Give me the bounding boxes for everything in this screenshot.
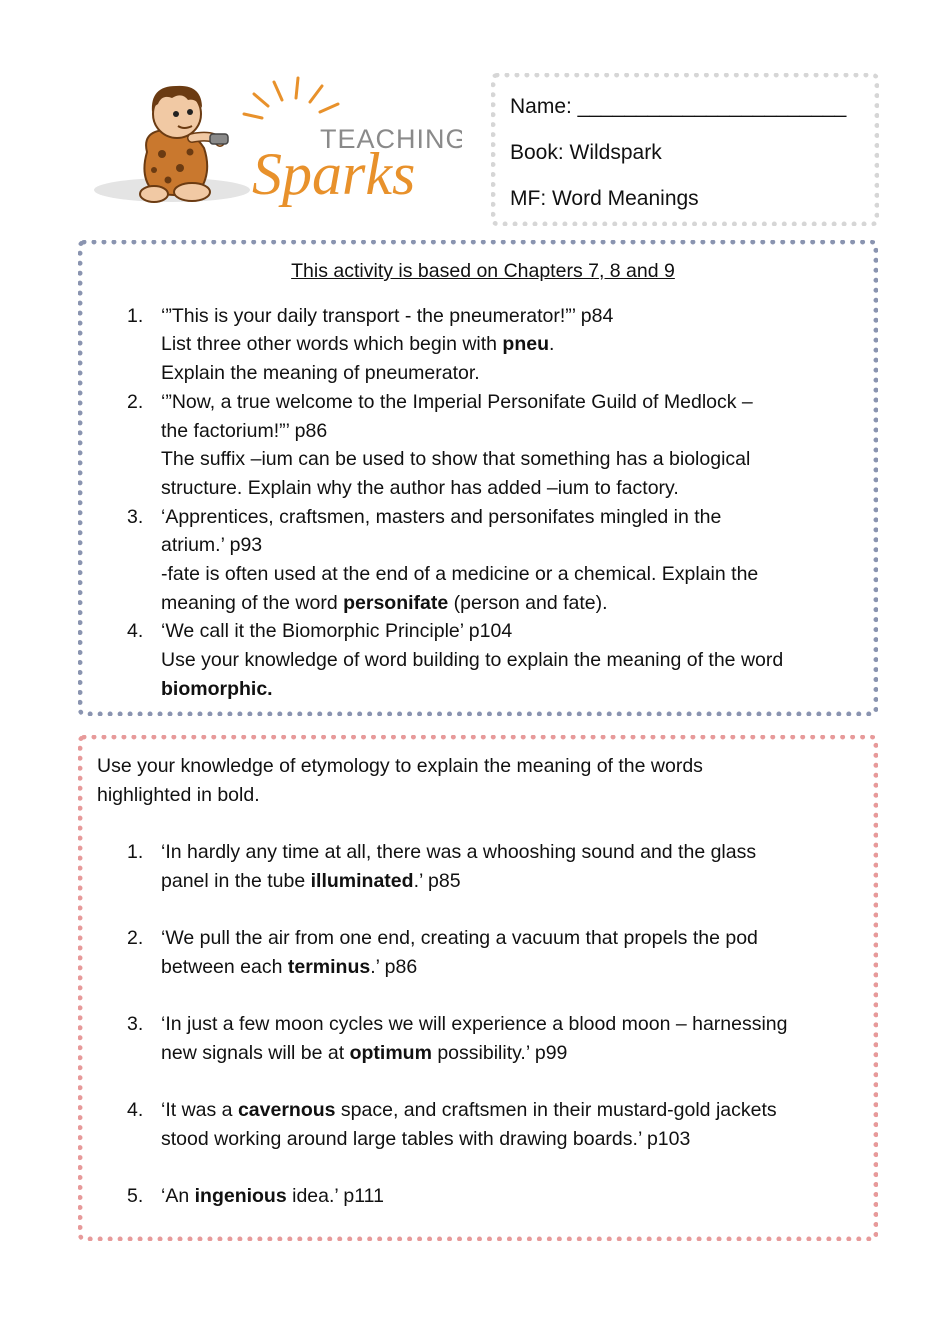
activity-list [109,302,857,704]
item-line: structure. Explain why the author has added –ium to factory. [161,476,679,499]
etymology-item-4 [97,1096,857,1153]
activity-item-4 [109,617,857,703]
item-text: space, and craftsmen in their mustard-gold jackets [335,1099,777,1122]
item-line [161,1096,857,1125]
caveman-mascot-icon [92,72,462,222]
item-number: 3. [127,505,144,528]
item-number: 4. [127,620,144,643]
item-line: the factorium!”’ p86 [161,419,328,442]
logo-teaching-text: TEACHING [320,124,462,154]
bold-word: biomorphic. [161,677,273,700]
item-text: idea.’ p111 [286,1185,384,1208]
item-number: 1. [127,304,144,327]
item-line: ‘We call it the Biomorphic Principle’ p104 [161,620,513,643]
item-text: List three other words which begin with [161,333,503,356]
activity-item-3 [109,503,857,618]
item-line: ‘In just a few moon cycles we will experience a blood moon – harnessing [161,1013,788,1036]
item-line: -fate is often used at the end of a medicine or a chemical. Explain the [161,563,759,586]
item-number: 2. [127,390,144,413]
item-line [161,1039,857,1068]
logo-sparks-text: Sparks [252,141,416,207]
item-line: ‘”This is your daily transport - the pneumerator!”’ p84 [161,304,614,327]
item-number: 2. [127,927,144,950]
item-number: 4. [127,1099,144,1122]
bold-word: cavernous [237,1099,336,1122]
item-line: ‘Apprentices, craftsmen, masters and personifates mingled in the [161,505,722,528]
etymology-item-3 [97,1010,857,1067]
teaching-sparks-logo [92,72,462,222]
book-label: Book: Wildspark [510,141,662,164]
item-line [161,330,857,359]
item-line [161,867,857,896]
item-line: ‘”Now, a true welcome to the Imperial Personifate Guild of Medlock – [161,390,753,413]
focus-label: MF: Word Meanings [510,187,699,210]
etymology-item-1 [97,838,857,895]
item-text: possibility.’ p99 [431,1041,568,1064]
bold-word: ingenious [194,1185,287,1208]
item-text: . [549,333,555,356]
item-text: panel in the tube [161,870,311,893]
bold-word: optimum [349,1041,432,1064]
activity-item-2 [109,388,857,503]
instruction-line: Use your knowledge of etymology to explain the meaning of the words [97,755,703,777]
bold-word: illuminated [310,870,414,893]
item-text: between each [161,956,288,979]
item-text: ‘An [161,1185,195,1208]
name-field-label[interactable]: Name: _______________________ [510,95,847,118]
item-text: (person and fate). [448,591,608,614]
instruction-line: highlighted in bold. [97,783,260,806]
item-line [161,953,857,982]
item-line: Explain the meaning of pneumerator. [161,362,480,385]
bold-word: pneu [502,333,550,356]
etymology-instructions [97,752,857,809]
item-line: The suffix –ium can be used to show that something has a biological [161,448,751,471]
bold-word: terminus [287,956,371,979]
item-line: stood working around large tables with drawing boards.’ p103 [161,1127,691,1150]
item-number: 3. [127,1013,144,1036]
activity-item-1 [109,302,857,388]
item-text: meaning of the word [161,591,344,614]
item-text: .’ p85 [413,870,461,893]
etymology-list [97,838,857,1210]
item-text: ‘It was a [161,1099,238,1122]
activity-box [78,240,878,716]
item-line [161,675,857,704]
item-number: 5. [127,1185,144,1208]
item-text: .’ p86 [370,956,418,979]
item-line: ‘We pull the air from one end, creating a vacuum that propels the pod [161,927,758,950]
item-number: 1. [127,841,144,864]
item-line: ‘In hardly any time at all, there was a whooshing sound and the glass [161,841,757,864]
etymology-item-2 [97,924,857,981]
item-line: Use your knowledge of word building to explain the meaning of the word [161,649,784,672]
activity-heading: This activity is based on Chapters 7, 8 and 9 [291,260,675,282]
etymology-box [78,735,878,1241]
etymology-item-5 [97,1182,857,1211]
item-line [161,1182,857,1211]
item-line [161,589,857,618]
student-info-box [491,73,879,226]
item-text: new signals will be at [161,1041,350,1064]
item-line: atrium.’ p93 [161,534,263,557]
bold-word: personifate [343,591,449,614]
